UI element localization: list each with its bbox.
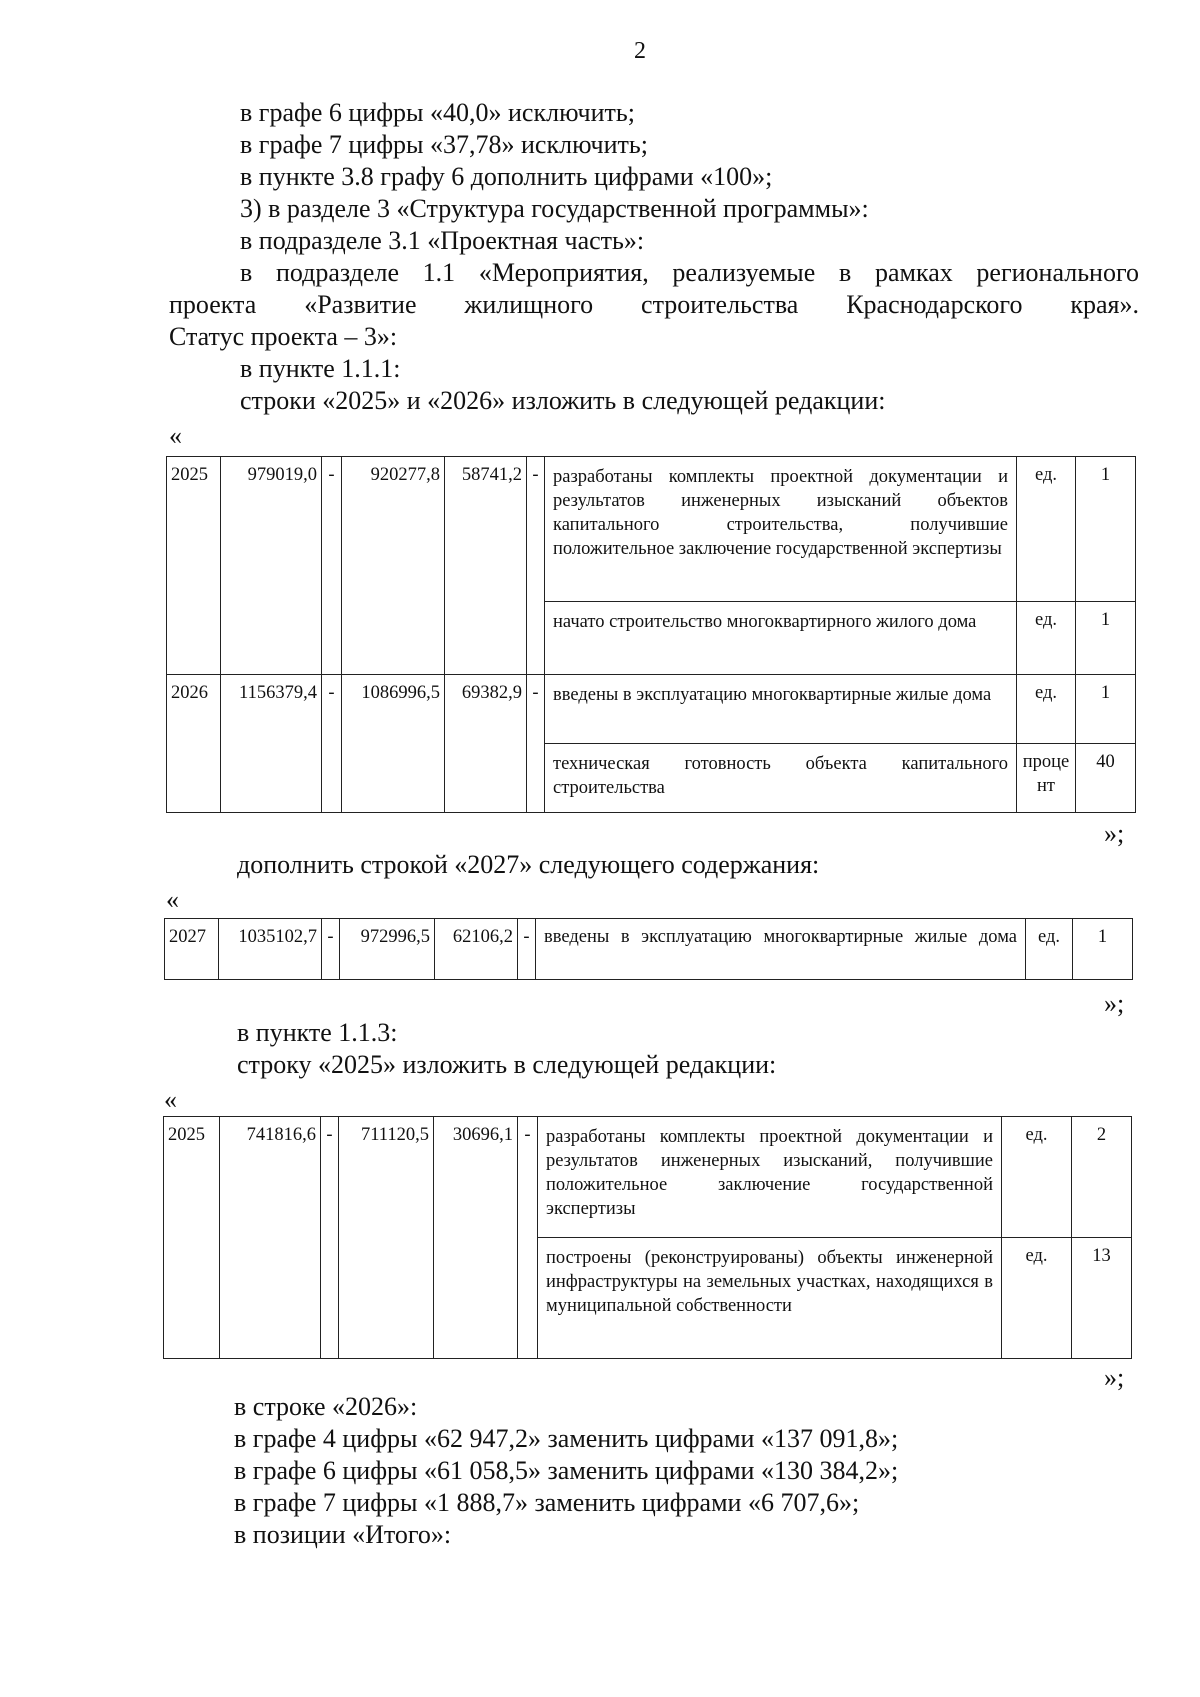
total-cell: 1156379,4 <box>221 675 322 813</box>
unit-cell: ед. <box>1002 1117 1072 1238</box>
value-cell: 1 <box>1076 457 1136 602</box>
text-line: 3) в разделе 3 «Структура государственной программы»: <box>240 194 869 223</box>
unit-cell: ед. <box>1017 457 1076 602</box>
text-line: в графе 4 цифры «62 947,2» заменить цифрами «137 091,8»; <box>234 1424 899 1453</box>
year-cell: 2027 <box>165 919 219 980</box>
unit-cell: ед. <box>1026 919 1073 980</box>
item-heading: в пункте 1.1.1: <box>240 354 401 383</box>
result-text: введены в эксплуатацию многоквартирные жилые дома <box>536 919 1026 980</box>
year-cell: 2025 <box>164 1117 220 1359</box>
unit-cell: ед. <box>1017 675 1076 744</box>
col5-cell: 69382,9 <box>445 675 527 813</box>
table-2 <box>164 918 1133 980</box>
paragraph-line: в подразделе 1.1 «Мероприятия, реализуемые в рамках регионального <box>240 258 1139 287</box>
paragraph-line: Статус проекта – 3»: <box>169 322 398 351</box>
item-instruction: дополнить строкой «2027» следующего содержания: <box>237 850 820 879</box>
unit-cell: ед. <box>1002 1238 1072 1359</box>
value-cell: 1 <box>1076 602 1136 675</box>
result-text: начато строительство многоквартирного жилого дома <box>545 602 1017 675</box>
result-text: техническая готовность объекта капитального строительства <box>545 744 1017 813</box>
item-heading: в пункте 1.1.3: <box>237 1018 398 1047</box>
col3-cell: - <box>322 919 340 980</box>
total-cell: 741816,6 <box>220 1117 321 1359</box>
unit-cell: ед. <box>1017 602 1076 675</box>
unit-cell: процент <box>1017 744 1076 813</box>
year-cell: 2026 <box>167 675 221 813</box>
total-cell: 979019,0 <box>221 457 322 675</box>
open-quote: « <box>164 1085 177 1114</box>
open-quote: « <box>166 885 179 914</box>
open-quote: « <box>169 421 182 450</box>
year-cell: 2025 <box>167 457 221 675</box>
result-text: разработаны комплекты проектной документации и результатов инженерных изысканий, получившие положительное заключение государственной экспертизы <box>538 1117 1002 1238</box>
text-line: в графе 7 цифры «1 888,7» заменить цифрами «6 707,6»; <box>234 1488 860 1517</box>
table-row <box>167 457 1136 602</box>
col4-cell: 972996,5 <box>340 919 435 980</box>
item-instruction: строки «2025» и «2026» изложить в следующей редакции: <box>240 386 886 415</box>
col6-cell: - <box>527 457 545 675</box>
col4-cell: 920277,8 <box>342 457 445 675</box>
text-line: в строке «2026»: <box>234 1392 418 1421</box>
paragraph-line: проекта «Развитие жилищного строительства Краснодарского края». <box>169 290 1139 319</box>
table-row <box>165 919 1133 980</box>
table-row <box>164 1117 1132 1238</box>
table-3 <box>163 1116 1132 1359</box>
col5-cell: 62106,2 <box>435 919 518 980</box>
col3-cell: - <box>322 675 342 813</box>
col5-cell: 30696,1 <box>434 1117 518 1359</box>
col4-cell: 1086996,5 <box>342 675 445 813</box>
close-quote: »; <box>1104 989 1125 1018</box>
value-cell: 1 <box>1073 919 1133 980</box>
col6-cell: - <box>518 1117 538 1359</box>
item-instruction: строку «2025» изложить в следующей редакции: <box>237 1050 777 1079</box>
text-line: в позиции «Итого»: <box>234 1520 452 1549</box>
col6-cell: - <box>527 675 545 813</box>
col3-cell: - <box>321 1117 339 1359</box>
col3-cell: - <box>322 457 342 675</box>
value-cell: 2 <box>1072 1117 1132 1238</box>
total-cell: 1035102,7 <box>219 919 322 980</box>
col5-cell: 58741,2 <box>445 457 527 675</box>
text-line: в графе 7 цифры «37,78» исключить; <box>240 130 648 159</box>
result-text: разработаны комплекты проектной документации и результатов инженерных изысканий объектов капитального строительства, получившие положительное заключение государственной экспертизы <box>545 457 1017 602</box>
text-line: в подразделе 3.1 «Проектная часть»: <box>240 226 645 255</box>
table-row <box>167 675 1136 744</box>
value-cell: 13 <box>1072 1238 1132 1359</box>
result-text: введены в эксплуатацию многоквартирные жилые дома <box>545 675 1017 744</box>
page-number: 2 <box>634 38 646 64</box>
table-1 <box>166 456 1136 813</box>
col4-cell: 711120,5 <box>339 1117 434 1359</box>
close-quote: »; <box>1104 819 1125 848</box>
close-quote: »; <box>1104 1363 1125 1392</box>
text-line: в пункте 3.8 графу 6 дополнить цифрами «100»; <box>240 162 773 191</box>
text-line: в графе 6 цифры «40,0» исключить; <box>240 98 635 127</box>
text-line: в графе 6 цифры «61 058,5» заменить цифрами «130 384,2»; <box>234 1456 899 1485</box>
result-text: построены (реконструированы) объекты инженерной инфраструктуры на земельных участках, находящихся в муниципальной собственности <box>538 1238 1002 1359</box>
value-cell: 1 <box>1076 675 1136 744</box>
value-cell: 40 <box>1076 744 1136 813</box>
col6-cell: - <box>518 919 536 980</box>
